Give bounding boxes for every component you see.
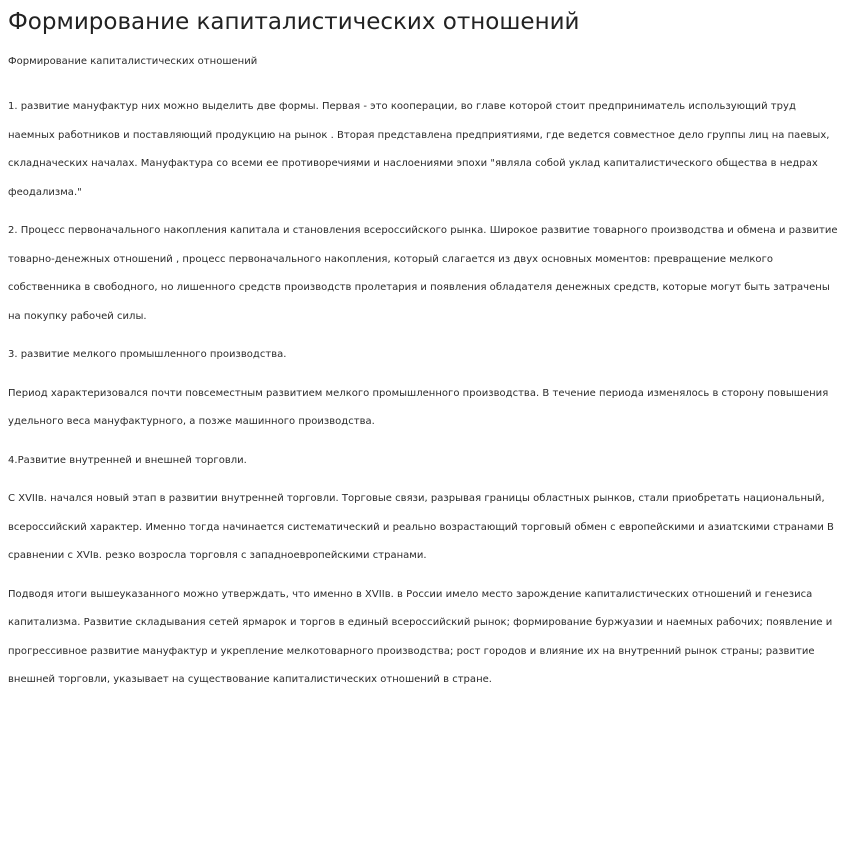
- paragraph-manufactures: 1. развитие мануфактур них можно выделить две формы. Первая - это кооперации, во главе которой стоит предприниматель использующий труд наемных работников и поставляющий продукцию на рынок . Вторая представлена предприятиями, где ведется совместное дело группы лиц на паевых, складначеских началах. Мануфактура со всеми ее противоречиями и наслоениями эпохи "являла собой уклад капиталистического общества в недрах феодализма.": [8, 101, 830, 198]
- paragraph-small-industry-heading: 3. развитие мелкого промышленного производства.: [8, 349, 287, 360]
- paragraph-capital-accumulation: 2. Процесс первоначального накопления капитала и становления всероссийского рынка. Широкое развитие товарного производства и обмена и развитие товарно-денежных отношений , процесс первоначального накопления, который слагается из двух основных моментов: превращение мелкого собственника в свободного, но лишенного средств производств пролетария и появления обладателя денежных средств, которые могут быть затрачены на покупку рабочей силы.: [8, 225, 838, 322]
- paragraph-trade: С XVIIв. начался новый этап в развитии внутренней торговли. Торговые связи, разрывая границы областных рынков, стали приобретать национальный, всероссийский характер. Именно тогда начинается систематический и реально возрастающий торговый обмен с европейскими и азиатскими странами В сравнении с XVIв. резко возросла торговля с западноевропейскими странами.: [8, 493, 834, 561]
- paragraph-trade-heading: 4.Развитие внутренней и внешней торговли.: [8, 454, 247, 466]
- paragraph-small-industry: Период характеризовался почти повсеместным развитием мелкого промышленного производства. В течение периода изменялось в сторону повышения удельного веса мануфактурного, а позже машинного производства.: [8, 387, 829, 427]
- document-subtitle: Формирование капиталистических отношений: [8, 56, 258, 67]
- page-title: Формирование капиталистических отношений: [8, 9, 580, 35]
- paragraph-conclusion: Подводя итоги вышеуказанного можно утверждать, что именно в XVIIв. в России имело место зарождение капиталистических отношений и генезиса капитализма. Развитие складывания сетей ярмарок и торгов в единый всероссийский рынок; формирование буржуазии и наемных рабочих; появление и прогрессивное развитие мануфактур и укрепление мелкотоварного производства; рост городов и влияние их на внутренний рынок страны; развитие внешней торговли, указывает на существование капиталистических отношений в стране.: [8, 588, 833, 685]
